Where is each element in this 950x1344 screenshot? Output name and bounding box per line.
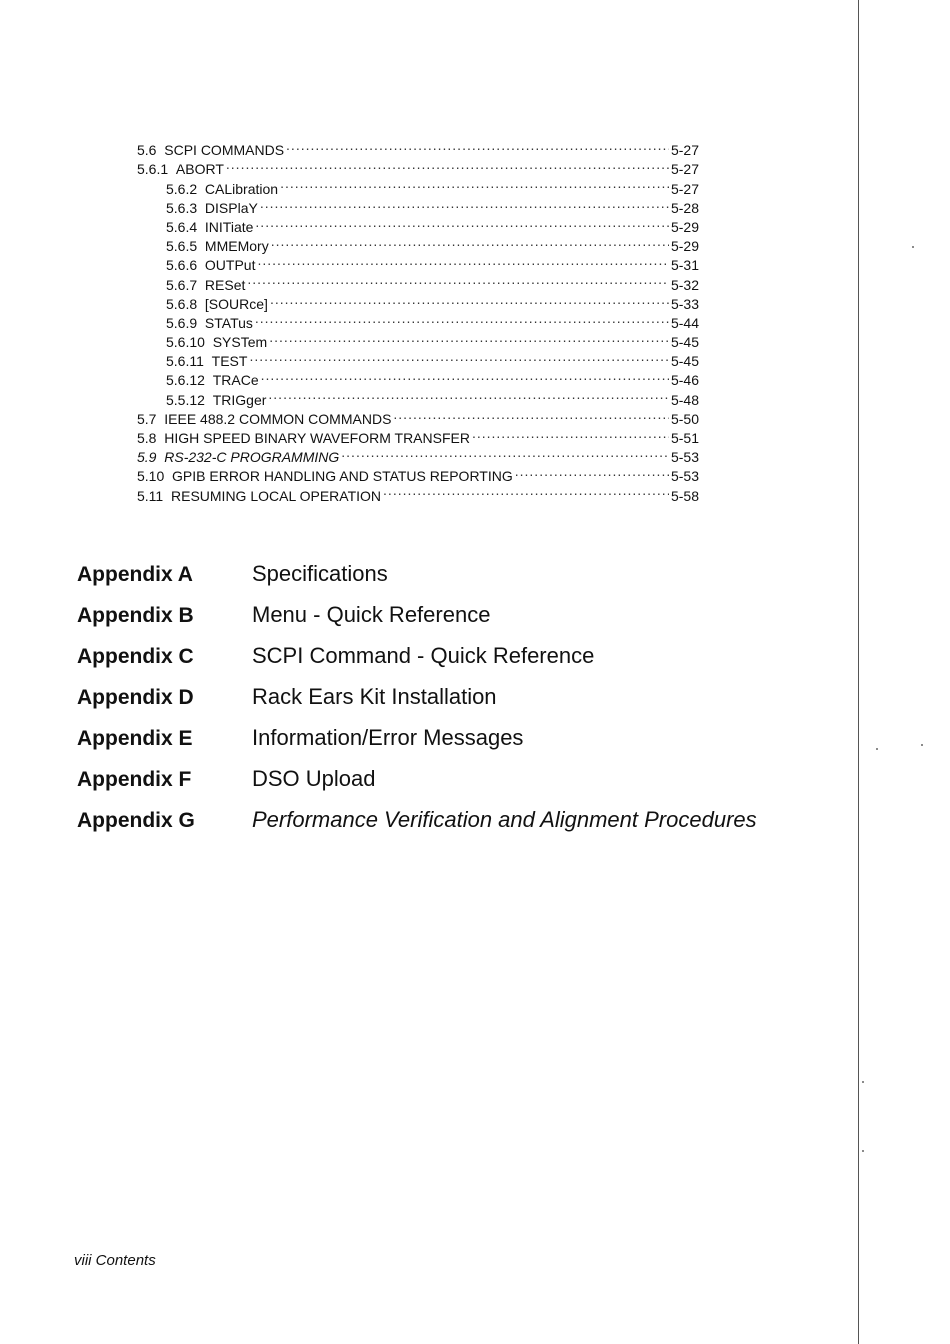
scan-speck xyxy=(862,1150,864,1152)
toc-entry-page: 5-32 xyxy=(670,276,699,293)
toc-entry-number: 5.6.10 xyxy=(166,334,205,351)
dot-leader xyxy=(286,136,669,155)
toc-entry-title xyxy=(166,295,268,314)
toc-entry-number: 5.5.12 xyxy=(166,391,205,408)
toc-entry-text: RS-232-C PROGRAMMING xyxy=(164,449,340,466)
appendix-entry xyxy=(77,763,837,804)
toc-entry-page: 5-27 xyxy=(670,161,699,178)
toc-entry-page: 5-27 xyxy=(670,142,699,159)
appendix-title: Performance Verification and Alignment Procedures xyxy=(252,807,757,832)
toc-entry-number: 5.11 xyxy=(137,487,164,504)
toc-entry-page: 5-53 xyxy=(670,449,699,466)
toc-entry-number: 5.7 xyxy=(137,410,157,427)
toc-entry-title xyxy=(166,276,245,295)
dot-leader xyxy=(261,366,669,385)
appendix-title: Menu - Quick Reference xyxy=(252,602,491,627)
page-footer: viii Contents xyxy=(74,1252,156,1269)
toc-entry-text: MMEMory xyxy=(204,238,269,255)
toc-entry-number: 5.10 xyxy=(137,468,165,485)
toc-entry-number: 5.6.5 xyxy=(166,238,198,255)
appendix-entry xyxy=(77,681,837,722)
toc-entry-number: 5.6.3 xyxy=(166,199,198,216)
toc-entry-number: 5.6 xyxy=(137,142,157,159)
appendix-label: Appendix D xyxy=(77,686,194,709)
dot-leader xyxy=(341,443,669,462)
toc-entry-number: 5.6.8 xyxy=(166,295,198,312)
dot-leader xyxy=(270,290,669,309)
appendix-title: Information/Error Messages xyxy=(252,725,524,750)
toc-entry-page: 5-33 xyxy=(670,295,699,312)
toc-entry-number: 5.6.6 xyxy=(166,257,198,274)
toc-entry-page: 5-48 xyxy=(670,391,699,408)
toc-entry-page: 5-27 xyxy=(670,180,699,197)
toc-entry-title xyxy=(137,448,339,467)
appendix-entry xyxy=(77,599,837,640)
table-of-contents xyxy=(137,136,699,504)
toc-entry-text: HIGH SPEED BINARY WAVEFORM TRANSFER xyxy=(164,430,470,446)
toc-entry-page: 5-53 xyxy=(670,468,699,485)
toc-entry-text: IEEE 488.2 COMMON COMMANDS xyxy=(164,410,392,427)
dot-leader xyxy=(280,174,669,193)
toc-entry-text: SCPI COMMANDS xyxy=(164,142,285,159)
toc-entry-title xyxy=(166,352,247,371)
dot-leader xyxy=(269,328,669,347)
scan-speck xyxy=(876,748,878,750)
scan-speck xyxy=(912,246,914,248)
toc-entry-title xyxy=(166,314,253,333)
toc-entry-number: 5.6.7 xyxy=(166,276,198,293)
dot-leader xyxy=(255,213,669,232)
toc-entry-page: 5-44 xyxy=(670,314,699,331)
toc-entry-text: SYSTem xyxy=(212,334,268,351)
scan-speck xyxy=(921,744,923,746)
toc-entry-text: GPIB ERROR HANDLING AND STATUS REPORTING xyxy=(172,468,513,485)
toc-entry-title xyxy=(166,256,256,275)
appendix-entry xyxy=(77,804,837,845)
toc-entry xyxy=(137,136,699,159)
toc-entry-title xyxy=(166,218,253,237)
toc-entry-text: DISPlaY xyxy=(204,199,258,216)
toc-entry-page: 5-29 xyxy=(670,218,699,235)
toc-entry-title xyxy=(137,487,381,506)
appendix-label: Appendix G xyxy=(77,809,195,832)
appendix-label: Appendix B xyxy=(77,604,194,627)
appendix-label: Appendix E xyxy=(77,727,193,750)
toc-entry-number: 5.8 xyxy=(137,430,157,446)
toc-entry-page: 5-45 xyxy=(670,353,699,370)
binding-edge-line xyxy=(858,0,859,1344)
toc-entry-page: 5-46 xyxy=(670,372,699,389)
toc-entry-number: 5.6.1 xyxy=(137,161,169,178)
toc-entry-title xyxy=(166,371,259,390)
toc-entry-title xyxy=(137,160,224,179)
toc-entry-page: 5-50 xyxy=(670,410,699,427)
dot-leader xyxy=(258,251,669,270)
toc-entry-number: 5.6.12 xyxy=(166,372,205,389)
toc-entry-page: 5-29 xyxy=(670,238,699,255)
toc-entry-text: RESUMING LOCAL OPERATION xyxy=(171,487,382,504)
toc-entry-text: CALibration xyxy=(204,180,279,197)
toc-entry-number: 5.6.11 xyxy=(166,353,204,370)
dot-leader xyxy=(271,232,669,251)
toc-entry-title xyxy=(166,391,266,410)
toc-entry-text: TRACe xyxy=(212,372,259,389)
toc-entry-page: 5-51 xyxy=(670,430,699,446)
toc-entry-title xyxy=(166,199,258,218)
toc-entry-text: ABORT xyxy=(175,161,224,178)
toc-entry-number: 5.6.4 xyxy=(166,218,198,235)
toc-entry-text: OUTPut xyxy=(204,257,256,274)
toc-entry-number: 5.6.2 xyxy=(166,180,198,197)
toc-entry-text: [SOURce] xyxy=(204,295,268,312)
toc-entry-page: 5-45 xyxy=(670,334,699,351)
toc-entry-text: TRIGger xyxy=(212,391,267,408)
toc-entry-page: 5-31 xyxy=(670,257,699,274)
dot-leader xyxy=(383,481,669,500)
dot-leader xyxy=(247,270,669,289)
toc-entry-title xyxy=(166,237,269,256)
appendix-title: SCPI Command - Quick Reference xyxy=(252,643,595,668)
dot-leader xyxy=(472,424,669,443)
appendix-label: Appendix A xyxy=(77,563,193,586)
scan-speck xyxy=(862,1081,864,1083)
appendix-label: Appendix C xyxy=(77,645,194,668)
appendix-title: Rack Ears Kit Installation xyxy=(252,684,497,709)
appendix-label: Appendix F xyxy=(77,768,192,791)
toc-entry-number: 5.9 xyxy=(137,449,157,466)
dot-leader xyxy=(260,194,669,213)
toc-entry-page: 5-28 xyxy=(670,199,699,216)
dot-leader xyxy=(249,347,669,366)
appendix-list xyxy=(77,558,837,845)
toc-entry-text: RESet xyxy=(204,276,246,293)
appendix-entry xyxy=(77,722,837,763)
dot-leader xyxy=(515,462,669,481)
dot-leader xyxy=(226,155,669,174)
toc-entry-text: TEST xyxy=(211,353,248,370)
appendix-title: DSO Upload xyxy=(252,766,376,791)
dot-leader xyxy=(255,309,669,328)
dot-leader xyxy=(393,405,669,424)
dot-leader xyxy=(268,385,669,404)
appendix-entry xyxy=(77,640,837,681)
toc-entry-text: INITiate xyxy=(204,218,254,235)
toc-entry-page: 5-58 xyxy=(670,487,699,504)
appendix-entry xyxy=(77,558,837,599)
appendix-title: Specifications xyxy=(252,561,388,586)
toc-entry-title xyxy=(137,410,391,429)
toc-entry-text: STATus xyxy=(204,314,253,331)
toc-entry-number: 5.6.9 xyxy=(166,314,198,331)
